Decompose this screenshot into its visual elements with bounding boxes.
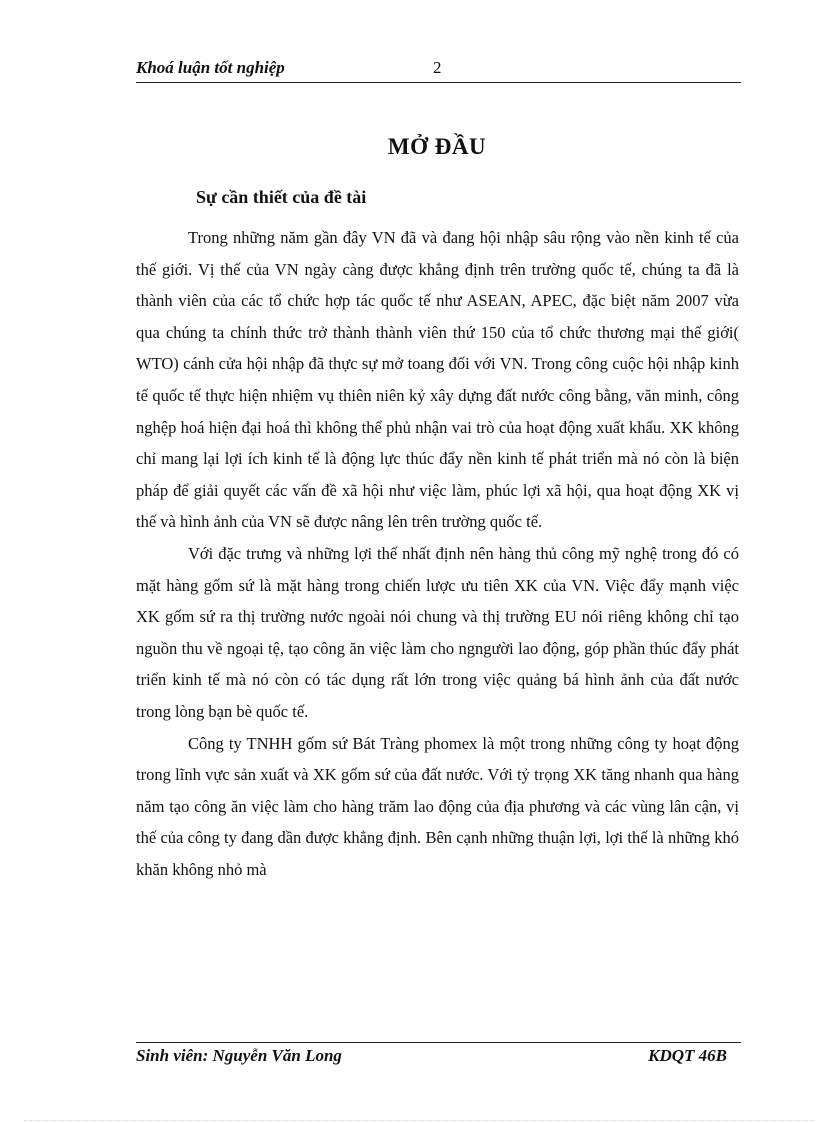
section-heading: Sự cần thiết của đề tài <box>196 187 367 207</box>
body-text <box>136 222 739 885</box>
paragraph-3: Công ty TNHH gốm sứ Bát Tràng phomex là một trong những công ty hoạt động trong lĩnh vực sản xuất và XK gốm sứ của đất nước. Với tỷ trọng XK tăng nhanh qua hàng năm tạo công ăn việc làm cho hàng trăm lao động của địa phương và các vùng lân cận, vị thế của công ty đang dần được khẳng định. Bên cạnh những thuận lợi, lợi thế là những khó khăn không nhỏ mà <box>136 733 739 879</box>
page-header <box>136 58 741 83</box>
page-number: 2 <box>433 58 442 77</box>
paragraph-1: Trong những năm gần đây VN đã và đang hội nhập sâu rộng vào nền kinh tế của thế giới. Vị thế của VN ngày càng được khẳng định trên trường quốc tế, chúng ta đã là thành viên của các tổ chức hợp tác quốc tế như ASEAN, APEC, đặc biệt năm 2007 vừa qua chúng ta chính thức trở thành thành viên thứ 150 của tổ chức thương mại thế giới( WTO) cánh cửa hội nhập đã thực sự mở toang đối với VN. Trong công cuộc hội nhập kinh tế quốc tế thực hiện nhiệm vụ thiên niên kỷ xây dựng đất nước công bằng, văn minh, công nghệp hoá hiện đại hoá thì không thể phủ nhận vai trò của hoạt động xuất khẩu. XK không chỉ mang lại lợi ích kinh tế là động lực thúc đẩy nền kinh tế phát triển mà nó còn là biện pháp để giải quyết các vấn đề xã hội như việc làm, phúc lợi xã hội, qua hoạt động XK vị thế và hình ảnh của VN sẽ được nâng lên trên trường quốc tế. <box>136 228 739 532</box>
page-bottom-edge <box>24 1120 814 1121</box>
document-title: MỞ ĐẦU <box>387 134 487 159</box>
header-title: Khoá luận tốt nghiệp <box>136 58 285 77</box>
footer-class-code: KDQT 46B <box>648 1046 727 1065</box>
page-footer <box>136 1042 741 1069</box>
paragraph-2: Với đặc trưng và những lợi thế nhất định nên hàng thủ công mỹ nghệ trong đó có mặt hàng gốm sứ là mặt hàng trong chiến lược ưu tiên XK của VN. Việc đẩy mạnh việc XK gốm sứ ra thị trường nước ngoài nói chung và thị trường EU nói riêng không chỉ tạo nguồn thu về ngoại tệ, tạo công ăn việc làm cho ngngười lao động, góp phần thúc đẩy phát triển kinh tế mà nó còn có tác dụng rất lớn trong việc quảng bá hình ảnh của đất nước trong lòng bạn bè quốc tế. <box>136 543 739 721</box>
footer-student-name: Sinh viên: Nguyễn Văn Long <box>136 1046 342 1065</box>
